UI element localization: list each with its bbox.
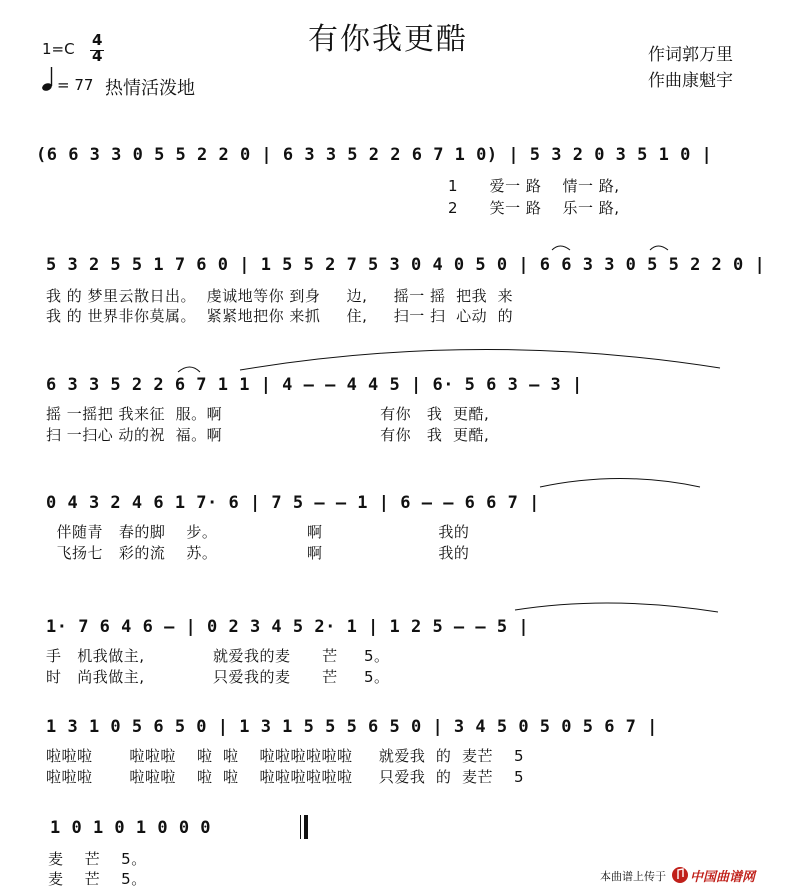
lyric-verse-1: 1 爱一 路 情一 路,	[448, 177, 620, 195]
lyric-verse-2: 2 笑一 路 乐一 路,	[448, 199, 620, 217]
notation-line: 0 4 3 2 4 6 1 7· 6 | 7 5 – – 1 | 6 – – 6 6 7 |	[46, 493, 540, 513]
page-title: 有你我更酷	[308, 22, 468, 57]
tempo-description: 热情活泼地	[105, 78, 195, 99]
time-signature-top: 4	[92, 31, 103, 49]
notation-line: (6 6 3 3 0 5 5 2 2 0 | 6 3 3 5 2 2 6 7 1 0) | 5 3 2 0 3 5 1 0 |	[36, 145, 713, 165]
lyric-verse-1: 摇 一摇把 我来征 服。啊 有你 我 更酷,	[46, 405, 490, 423]
notation-line: 1 0 1 0 1 0 0 0	[50, 818, 212, 838]
notation-line: 6 3 3 5 2 2 6 7 1 1 | 4 – – 4 4 5 | 6· 5 6 3 – 3 |	[46, 375, 583, 395]
lyric-verse-1: 啦啦啦 啦啦啦 啦 啦 啦啦啦啦啦啦 就爱我 的 麦芒 5	[46, 747, 525, 765]
lyric-verse-1: 手 机我做主, 就爱我的麦 芒 5。	[46, 647, 390, 665]
lyric-verse-2: 飞扬七 彩的流 苏。 啊 我的	[46, 544, 470, 562]
lyricist-credit: 作词郭万里	[648, 45, 733, 65]
music-note-logo-icon	[670, 865, 690, 885]
notation-line: 1 3 1 0 5 6 5 0 | 1 3 1 5 5 5 6 5 0 | 3 4 5 0 5 0 5 6 7 |	[46, 717, 658, 737]
upload-credit-text: 本曲谱上传于	[600, 870, 666, 883]
key-signature: 1=C	[42, 40, 75, 58]
lyric-verse-2: 啦啦啦 啦啦啦 啦 啦 啦啦啦啦啦啦 只爱我 的 麦芒 5	[46, 768, 525, 786]
lyric-verse-1: 麦 芒 5。	[48, 850, 147, 868]
time-signature-bottom: 4	[92, 47, 103, 65]
lyric-verse-2: 扫 一扫心 动的祝 福。啊 有你 我 更酷,	[46, 426, 490, 444]
lyric-verse-1: 伴随青 春的脚 步。 啊 我的	[46, 523, 470, 541]
composer-credit: 作曲康魁宇	[648, 71, 733, 91]
lyric-verse-1: 我 的 梦里云散日出。 虔诚地等你 到身 边, 摇一 摇 把我 来	[46, 287, 514, 305]
lyric-verse-2: 时 尚我做主, 只爱我的麦 芒 5。	[46, 668, 390, 686]
site-logo: 中国曲谱网	[690, 870, 756, 885]
notation-line: 1· 7 6 4 6 – | 0 2 3 4 5 2· 1 | 1 2 5 – – 5 |	[46, 617, 530, 637]
tempo-value: = 77	[57, 76, 94, 94]
lyric-verse-2: 我 的 世界非你莫属。 紧紧地把你 来抓 住, 扫一 扫 心动 的	[46, 307, 514, 325]
notation-line: 5 3 2 5 5 1 7 6 0 | 1 5 5 2 7 5 3 0 4 0 5 0 | 6 6 3 3 0 5 5 2 2 0 |	[46, 255, 766, 275]
lyric-verse-2: 麦 芒 5。	[48, 870, 147, 888]
